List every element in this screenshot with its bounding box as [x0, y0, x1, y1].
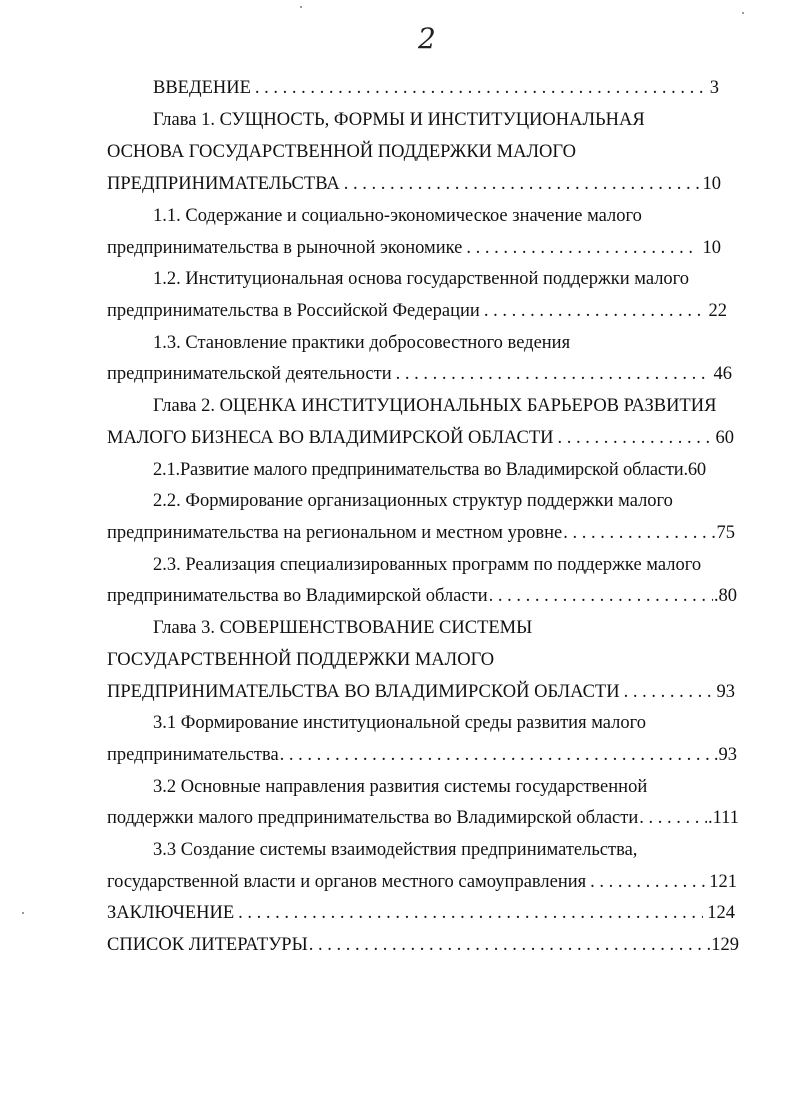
toc-section-heading[interactable]: 2.3. Реализация специализированных программ по поддержке малого	[153, 555, 702, 575]
toc-entry-section-2-3[interactable]	[107, 580, 737, 612]
toc-title: предпринимательства в Российской Федерации	[107, 301, 480, 321]
dot-leader	[466, 232, 698, 264]
toc-chapter-heading[interactable]: ГОСУДАРСТВЕННОЙ ПОДДЕРЖКИ МАЛОГО	[107, 650, 495, 670]
toc-page: 60	[715, 428, 734, 448]
dot-leader	[590, 866, 705, 898]
dot-leader	[558, 422, 712, 454]
toc-page: 124	[707, 903, 735, 923]
toc-title: ПРЕДПРИНИМАТЕЛЬСТВА	[107, 174, 340, 194]
toc-page: 93	[716, 682, 735, 702]
dot-leader	[344, 168, 699, 200]
toc-section-heading[interactable]: 1.1. Содержание и социально-экономическое значение малого	[153, 206, 642, 226]
toc-title: ВВЕДЕНИЕ	[153, 78, 251, 98]
dot-leader	[255, 72, 706, 104]
toc-page: 10	[702, 238, 721, 258]
scan-speck	[22, 912, 24, 914]
toc-entry-chapter-2[interactable]	[107, 422, 734, 454]
toc-chapter-heading[interactable]: Глава 3. СОВЕРШЕНСТВОВАНИЕ СИСТЕМЫ	[153, 618, 533, 638]
page-number: 2	[418, 22, 436, 55]
dot-leader	[639, 802, 707, 834]
toc-title: предпринимательства	[107, 745, 279, 765]
toc-entry-section-2-2[interactable]	[107, 517, 735, 549]
toc-page: .111	[707, 808, 739, 828]
toc-title: поддержки малого предпринимательства во Владимирской области	[107, 808, 639, 828]
dot-leader	[489, 580, 713, 612]
toc-entry-chapter-1[interactable]	[107, 168, 721, 200]
toc-page: 22	[708, 301, 727, 321]
toc-page: 46	[713, 364, 732, 384]
toc-page: 10	[702, 174, 721, 194]
dot-leader	[396, 358, 710, 390]
toc-page: 121	[709, 872, 737, 892]
scan-speck	[300, 6, 302, 8]
toc-entry-section-2-1[interactable]: 2.1.Развитие малого предпринимательства во Владимирской области.60	[153, 460, 706, 480]
dot-leader	[280, 739, 713, 771]
toc-entry-chapter-3[interactable]	[107, 676, 735, 708]
toc-section-heading[interactable]: 1.3. Становление практики добросовестного ведения	[153, 333, 571, 353]
toc-page: .93	[713, 745, 737, 765]
toc-entry-section-1-3[interactable]	[107, 358, 732, 390]
toc-entry-section-3-2[interactable]	[107, 802, 739, 834]
dot-leader	[563, 517, 715, 549]
toc-title: ЗАКЛЮЧЕНИЕ	[107, 903, 235, 923]
toc-entry-section-3-3[interactable]	[107, 866, 737, 898]
toc-section-heading[interactable]: 3.3 Создание системы взаимодействия предпринимательства,	[153, 840, 638, 860]
toc-section-heading[interactable]: 1.2. Институциональная основа государственной поддержки малого	[153, 269, 690, 289]
toc-chapter-heading[interactable]: Глава 2. ОЦЕНКА ИНСТИТУЦИОНАЛЬНЫХ БАРЬЕРОВ РАЗВИТИЯ	[153, 396, 717, 416]
dot-leader	[484, 295, 705, 327]
toc-title: ПРЕДПРИНИМАТЕЛЬСТВА ВО ВЛАДИМИРСКОЙ ОБЛАСТИ	[107, 682, 620, 702]
toc-entry-section-1-1[interactable]	[107, 232, 721, 264]
dot-leader	[238, 897, 703, 929]
dot-leader	[309, 929, 711, 961]
toc-entry-intro[interactable]	[153, 72, 719, 104]
toc-section-heading[interactable]: 3.2 Основные направления развития системы государственной	[153, 777, 648, 797]
toc-title: предпринимательства в рыночной экономике	[107, 238, 463, 258]
toc-title: предпринимательской деятельности	[107, 364, 392, 384]
toc-title: СПИСОК ЛИТЕРАТУРЫ	[107, 935, 308, 955]
toc-page: 3	[709, 78, 719, 98]
toc-entry-section-1-2[interactable]	[107, 295, 727, 327]
toc-entry-conclusion[interactable]	[107, 897, 735, 929]
toc-title: МАЛОГО БИЗНЕСА ВО ВЛАДИМИРСКОЙ ОБЛАСТИ	[107, 428, 554, 448]
toc-section-heading[interactable]: 2.2. Формирование организационных структур поддержки малого	[153, 491, 673, 511]
toc-page: 129	[711, 935, 739, 955]
toc-chapter-heading[interactable]: ОСНОВА ГОСУДАРСТВЕННОЙ ПОДДЕРЖКИ МАЛОГО	[107, 142, 576, 162]
toc-page: .80	[713, 586, 737, 606]
dot-leader	[624, 676, 713, 708]
scan-speck	[742, 12, 744, 14]
toc-entry-section-3-1[interactable]	[107, 739, 737, 771]
toc-page: 75	[716, 523, 735, 543]
toc-chapter-heading[interactable]: Глава 1. СУЩНОСТЬ, ФОРМЫ И ИНСТИТУЦИОНАЛЬНАЯ	[153, 110, 645, 130]
toc-title: предпринимательства во Владимирской области	[107, 586, 488, 606]
toc-title: государственной власти и органов местного самоуправления	[107, 872, 587, 892]
toc-entry-references[interactable]	[107, 929, 739, 961]
toc-section-heading[interactable]: 3.1 Формирование институциональной среды развития малого	[153, 713, 647, 733]
toc-title: предпринимательства на региональном и местном уровне	[107, 523, 563, 543]
